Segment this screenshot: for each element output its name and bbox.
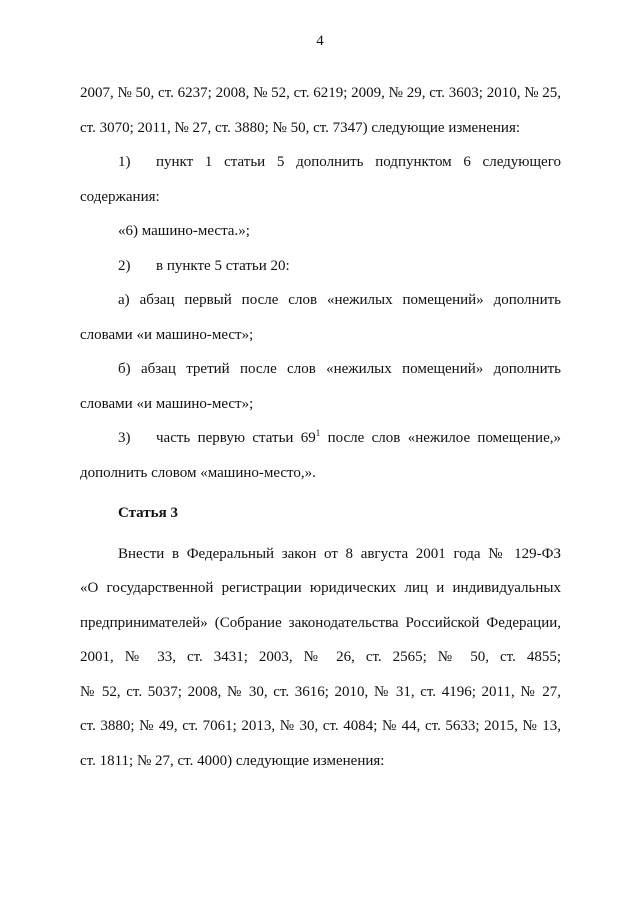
item-3-number: 3) — [118, 430, 131, 446]
item-3-superscript: 1 — [315, 428, 321, 438]
item-1-text-line-1: пункт 1 статьи 5 дополнить подпунктом 6 следующего — [156, 154, 561, 170]
article-3-line-6: ст. 3880; № 49, ст. 7061; 2013, № 30, ст. 4084; № 44, ст. 5633; 2015, № 13, — [80, 718, 561, 734]
item-1-text-line-2: содержания: — [80, 188, 160, 205]
item-1 — [80, 145, 561, 180]
page-number: 4 — [316, 33, 324, 49]
article-3-line-3: предпринимателей» (Собрание законодательства Российской Федерации, — [80, 614, 561, 631]
article-3-line-5: № 52, ст. 5037; 2008, № 30, ст. 3616; 2010, № 31, ст. 4196; 2011, № 27, — [80, 683, 561, 700]
article-3-line-7: ст. 1811; № 27, ст. 4000) следующие изменения: — [80, 752, 385, 769]
article-3-heading: Статья 3 — [118, 505, 178, 521]
item-3-text-after: после слов «нежилое помещение,» — [320, 430, 561, 446]
article-3-line-4: 2001, № 33, ст. 3431; 2003, № 26, ст. 2565; № 50, ст. 4855; — [80, 649, 561, 665]
item-2a-line-1: а) абзац первый после слов «нежилых помещений» дополнить — [118, 292, 561, 308]
item-2b-line-1: б) абзац третий после слов «нежилых помещений» дополнить — [118, 361, 561, 377]
document-body — [80, 76, 561, 778]
article-3-line-1: Внести в Федеральный закон от 8 августа 2001 года № 129-ФЗ — [118, 545, 561, 562]
item-3 — [80, 421, 561, 456]
item-1-quote: «6) машино-места.»; — [118, 223, 250, 239]
item-3-text-line-1 — [156, 421, 561, 456]
article-3-line-2: «О государственной регистрации юридических лиц и индивидуальных — [80, 580, 561, 596]
item-2b-line-2: словами «и машино-мест»; — [80, 395, 254, 412]
item-1-number: 1) — [118, 154, 131, 170]
intro-line-1: 2007, № 50, ст. 6237; 2008, № 52, ст. 6219; 2009, № 29, ст. 3603; 2010, № 25, — [80, 85, 562, 101]
item-2-number: 2) — [118, 257, 131, 274]
item-2 — [80, 249, 561, 284]
item-2a-line-2: словами «и машино-мест»; — [80, 326, 254, 343]
item-3-text-before: часть первую статьи 69 — [156, 430, 316, 446]
item-2-text: в пункте 5 статьи 20: — [156, 257, 290, 274]
intro-line-2: ст. 3070; 2011, № 27, ст. 3880; № 50, ст. 7347) следующие изменения: — [80, 119, 521, 136]
item-3-text-line-2: дополнить словом «машино-место,». — [80, 464, 316, 481]
